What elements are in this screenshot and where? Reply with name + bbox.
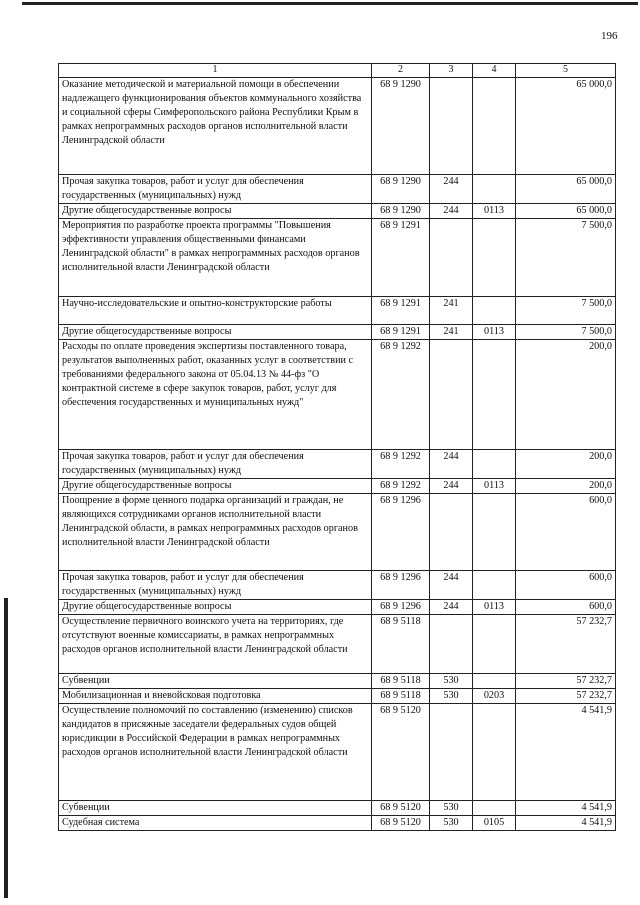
row-section-cell: 0203 <box>473 689 516 704</box>
row-name-cell: Другие общегосударственные вопросы <box>59 600 372 615</box>
row-amount-cell: 7 500,0 <box>516 325 616 340</box>
row-section-cell: 0105 <box>473 816 516 831</box>
row-name-cell: Прочая закупка товаров, работ и услуг для обеспечения государственных (муниципальных) нужд <box>59 175 372 204</box>
row-target-code-cell: 68 9 5118 <box>372 689 430 704</box>
row-name-cell: Поощрение в форме ценного подарка организаций и граждан, не являющихся сотрудниками органов исполнительной власти Ленинградской области, в рамках непрограммных расходов органов исполнительной власти Ленинградской области <box>59 494 372 571</box>
row-expense-type-cell: 241 <box>430 297 473 325</box>
row-target-code-cell: 68 9 5118 <box>372 615 430 674</box>
row-name-cell: Субвенции <box>59 801 372 816</box>
row-expense-type-cell: 241 <box>430 325 473 340</box>
row-section-cell: 0113 <box>473 479 516 494</box>
row-section-cell <box>473 340 516 450</box>
row-name-cell: Мероприятия по разработке проекта программы "Повышения эффективности управления общественными финансами Ленинградской области" в рамках непрограммных расходов органов исполнительной власти Ленинградской области <box>59 219 372 297</box>
row-target-code-cell: 68 9 5120 <box>372 801 430 816</box>
column-header-4: 4 <box>473 64 516 78</box>
row-amount-cell: 7 500,0 <box>516 219 616 297</box>
column-header-3: 3 <box>430 64 473 78</box>
row-section-cell <box>473 571 516 600</box>
row-name-cell: Мобилизационная и вневойсковая подготовка <box>59 689 372 704</box>
column-header-5: 5 <box>516 64 616 78</box>
row-amount-cell: 600,0 <box>516 571 616 600</box>
row-section-cell <box>473 219 516 297</box>
row-amount-cell: 200,0 <box>516 340 616 450</box>
table-row <box>59 600 616 615</box>
row-section-cell <box>473 615 516 674</box>
row-name-cell: Расходы по оплате проведения экспертизы поставленного товара, результатов выполненных работ, оказанных услуг в соответствии с требованиями федерального закона от 05.04.13 № 44-фз "О контрактной системе в сфере закупок товаров, работ, услуг для обеспечения государственных и муниципальных нужд" <box>59 340 372 450</box>
column-header-1: 1 <box>59 64 372 78</box>
row-name-cell: Оказание методической и материальной помощи в обеспечении надлежащего функционирования объектов коммунального хозяйства и социальной сферы Симферопольского района Республики Крым в рамках непрограммных расходов органов исполнительной власти Ленинградской области <box>59 78 372 175</box>
row-name-cell: Субвенции <box>59 674 372 689</box>
table-row <box>59 674 616 689</box>
table-row <box>59 325 616 340</box>
row-target-code-cell: 68 9 1291 <box>372 219 430 297</box>
table-header <box>59 64 616 78</box>
row-target-code-cell: 68 9 1292 <box>372 340 430 450</box>
row-target-code-cell: 68 9 1290 <box>372 175 430 204</box>
row-name-cell: Научно-исследовательские и опытно-конструкторские работы <box>59 297 372 325</box>
row-amount-cell: 65 000,0 <box>516 78 616 175</box>
column-header-2: 2 <box>372 64 430 78</box>
row-expense-type-cell: 530 <box>430 674 473 689</box>
row-expense-type-cell <box>430 615 473 674</box>
row-name-cell: Прочая закупка товаров, работ и услуг для обеспечения государственных (муниципальных) нужд <box>59 571 372 600</box>
row-amount-cell: 4 541,9 <box>516 704 616 801</box>
row-target-code-cell: 68 9 1296 <box>372 494 430 571</box>
row-name-cell: Другие общегосударственные вопросы <box>59 325 372 340</box>
row-expense-type-cell <box>430 340 473 450</box>
row-name-cell: Прочая закупка товаров, работ и услуг для обеспечения государственных (муниципальных) нужд <box>59 450 372 479</box>
table-body <box>59 78 616 831</box>
row-amount-cell: 57 232,7 <box>516 615 616 674</box>
row-amount-cell: 600,0 <box>516 494 616 571</box>
top-border-line <box>22 2 638 5</box>
row-section-cell <box>473 674 516 689</box>
row-section-cell <box>473 175 516 204</box>
row-expense-type-cell: 244 <box>430 450 473 479</box>
row-target-code-cell: 68 9 5120 <box>372 816 430 831</box>
row-amount-cell: 65 000,0 <box>516 175 616 204</box>
header-row <box>59 64 616 78</box>
row-target-code-cell: 68 9 1291 <box>372 297 430 325</box>
row-amount-cell: 57 232,7 <box>516 674 616 689</box>
row-expense-type-cell: 530 <box>430 689 473 704</box>
row-expense-type-cell <box>430 704 473 801</box>
row-target-code-cell: 68 9 5118 <box>372 674 430 689</box>
row-target-code-cell: 68 9 1290 <box>372 78 430 175</box>
table-row <box>59 689 616 704</box>
row-expense-type-cell: 244 <box>430 571 473 600</box>
table-row <box>59 297 616 325</box>
row-section-cell <box>473 494 516 571</box>
row-target-code-cell: 68 9 5120 <box>372 704 430 801</box>
table-row <box>59 450 616 479</box>
row-amount-cell: 4 541,9 <box>516 816 616 831</box>
row-target-code-cell: 68 9 1296 <box>372 571 430 600</box>
row-section-cell <box>473 297 516 325</box>
row-name-cell: Осуществление полномочий по составлению (изменению) списков кандидатов в присяжные заседатели федеральных судов общей юрисдикции в Российской Федерации в рамках непрограммных расходов органов исполнительной власти Ленинградской области <box>59 704 372 801</box>
row-section-cell <box>473 450 516 479</box>
row-expense-type-cell <box>430 494 473 571</box>
row-amount-cell: 7 500,0 <box>516 297 616 325</box>
table-row <box>59 479 616 494</box>
row-amount-cell: 57 232,7 <box>516 689 616 704</box>
row-section-cell <box>473 78 516 175</box>
row-expense-type-cell <box>430 219 473 297</box>
row-name-cell: Судебная система <box>59 816 372 831</box>
table-row <box>59 816 616 831</box>
row-expense-type-cell <box>430 78 473 175</box>
row-expense-type-cell: 244 <box>430 600 473 615</box>
table-row <box>59 219 616 297</box>
row-section-cell: 0113 <box>473 600 516 615</box>
row-target-code-cell: 68 9 1291 <box>372 325 430 340</box>
row-amount-cell: 200,0 <box>516 450 616 479</box>
table-row <box>59 571 616 600</box>
table-row <box>59 801 616 816</box>
row-name-cell: Осуществление первичного воинского учета на территориях, где отсутствуют военные комиссариаты, в рамках непрограммных расходов органов исполнительной власти Ленинградской области <box>59 615 372 674</box>
row-target-code-cell: 68 9 1292 <box>372 479 430 494</box>
row-expense-type-cell: 530 <box>430 816 473 831</box>
row-amount-cell: 4 541,9 <box>516 801 616 816</box>
table-row <box>59 704 616 801</box>
table-row <box>59 494 616 571</box>
table-row <box>59 615 616 674</box>
row-name-cell: Другие общегосударственные вопросы <box>59 479 372 494</box>
table-row <box>59 175 616 204</box>
budget-table <box>58 63 616 831</box>
row-target-code-cell: 68 9 1296 <box>372 600 430 615</box>
row-amount-cell: 200,0 <box>516 479 616 494</box>
row-target-code-cell: 68 9 1292 <box>372 450 430 479</box>
row-amount-cell: 600,0 <box>516 600 616 615</box>
row-expense-type-cell: 244 <box>430 204 473 219</box>
row-section-cell: 0113 <box>473 204 516 219</box>
row-section-cell <box>473 801 516 816</box>
table-row <box>59 204 616 219</box>
left-margin-line <box>4 598 8 898</box>
row-expense-type-cell: 244 <box>430 175 473 204</box>
page-number: 196 <box>601 30 618 42</box>
row-target-code-cell: 68 9 1290 <box>372 204 430 219</box>
row-section-cell <box>473 704 516 801</box>
row-amount-cell: 65 000,0 <box>516 204 616 219</box>
table-row <box>59 340 616 450</box>
row-section-cell: 0113 <box>473 325 516 340</box>
row-expense-type-cell: 244 <box>430 479 473 494</box>
table-row <box>59 78 616 175</box>
row-name-cell: Другие общегосударственные вопросы <box>59 204 372 219</box>
row-expense-type-cell: 530 <box>430 801 473 816</box>
